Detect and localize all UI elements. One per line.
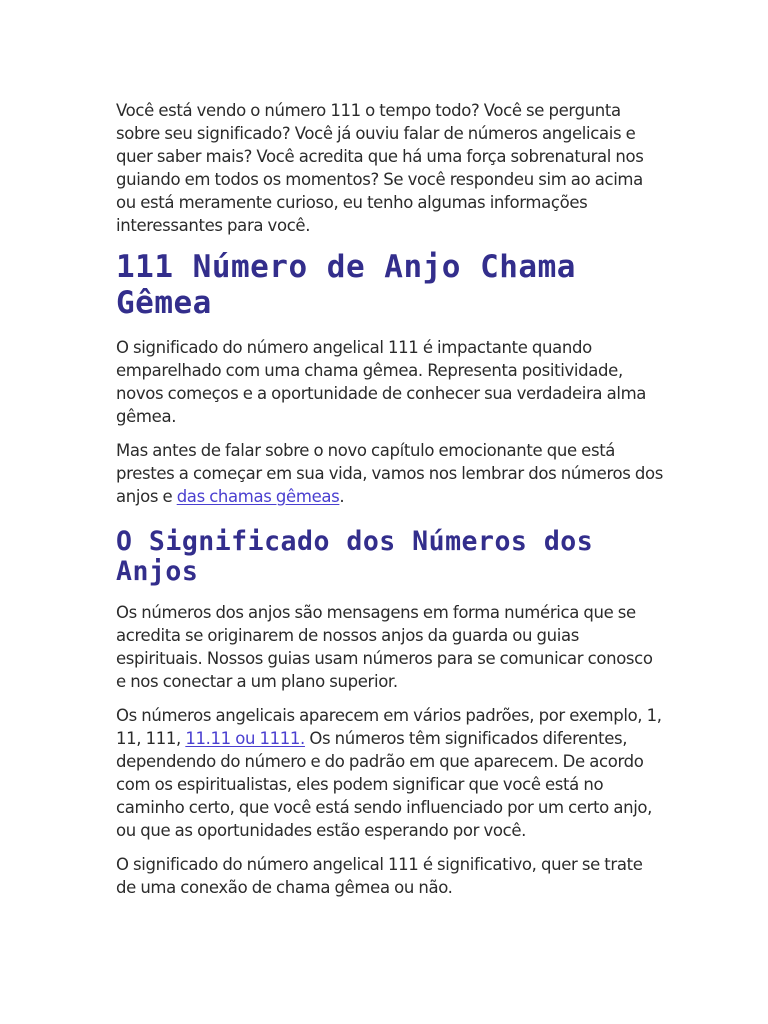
before-talking-paragraph <box>116 439 664 508</box>
patterns-text-start: Os números angelicais aparecem em vários padrões, por exemplo, 1, 11, 111, <box>116 706 662 748</box>
before-talking-text: Mas antes de falar sobre o novo capítulo emocionante que está prestes a começar em sua vida, vamos nos lembrar dos números dos anjos e <box>116 441 664 506</box>
twin-flame-paragraph: O significado do número angelical 111 é impactante quando emparelhado com uma chama gêmea. Representa positividade, novos começos e a oportunidade de conhecer sua verdadeira alma gêmea. <box>116 338 647 426</box>
twin-flames-link[interactable]: das chamas gêmeas <box>176 487 340 506</box>
document-page <box>116 99 664 899</box>
heading-angel-numbers-meaning: O Significado dos Números dos Anjos <box>116 526 594 587</box>
patterns-text-end: Os números têm significados diferentes, dependendo do número e do padrão em que aparecem. De acordo com os espiritualistas, eles podem significar que você está no caminho certo, que você está sendo influenciado por um certo anjo, ou que as oportunidades estão esperando por você. <box>116 729 653 840</box>
before-talking-end: . <box>339 487 345 506</box>
angel-numbers-paragraph: Os números dos anjos são mensagens em forma numérica que se acredita se originarem de nossos anjos da guarda ou guias espirituais. Nossos guias usam números para se comunicar conosco e nos conectar a um plano superior. <box>116 603 653 691</box>
intro-paragraph: Você está vendo o número 111 o tempo todo? Você se pergunta sobre seu significado? Você já ouviu falar de números angelicais e quer saber mais? Você acredita que há uma força sobrenatural nos guiando em todos os momentos? Se você respondeu sim ao acima ou está meramente curioso, eu tenho algumas informações interessantes para você. <box>116 101 644 235</box>
1111-link[interactable]: 11.11 ou 1111. <box>185 729 305 748</box>
heading-twin-flame: 111 Número de Anjo Chama Gêmea <box>116 249 576 321</box>
significance-paragraph: O significado do número angelical 111 é significativo, quer se trate de uma conexão de chama gêmea ou não. <box>116 855 643 897</box>
patterns-paragraph <box>116 704 664 842</box>
